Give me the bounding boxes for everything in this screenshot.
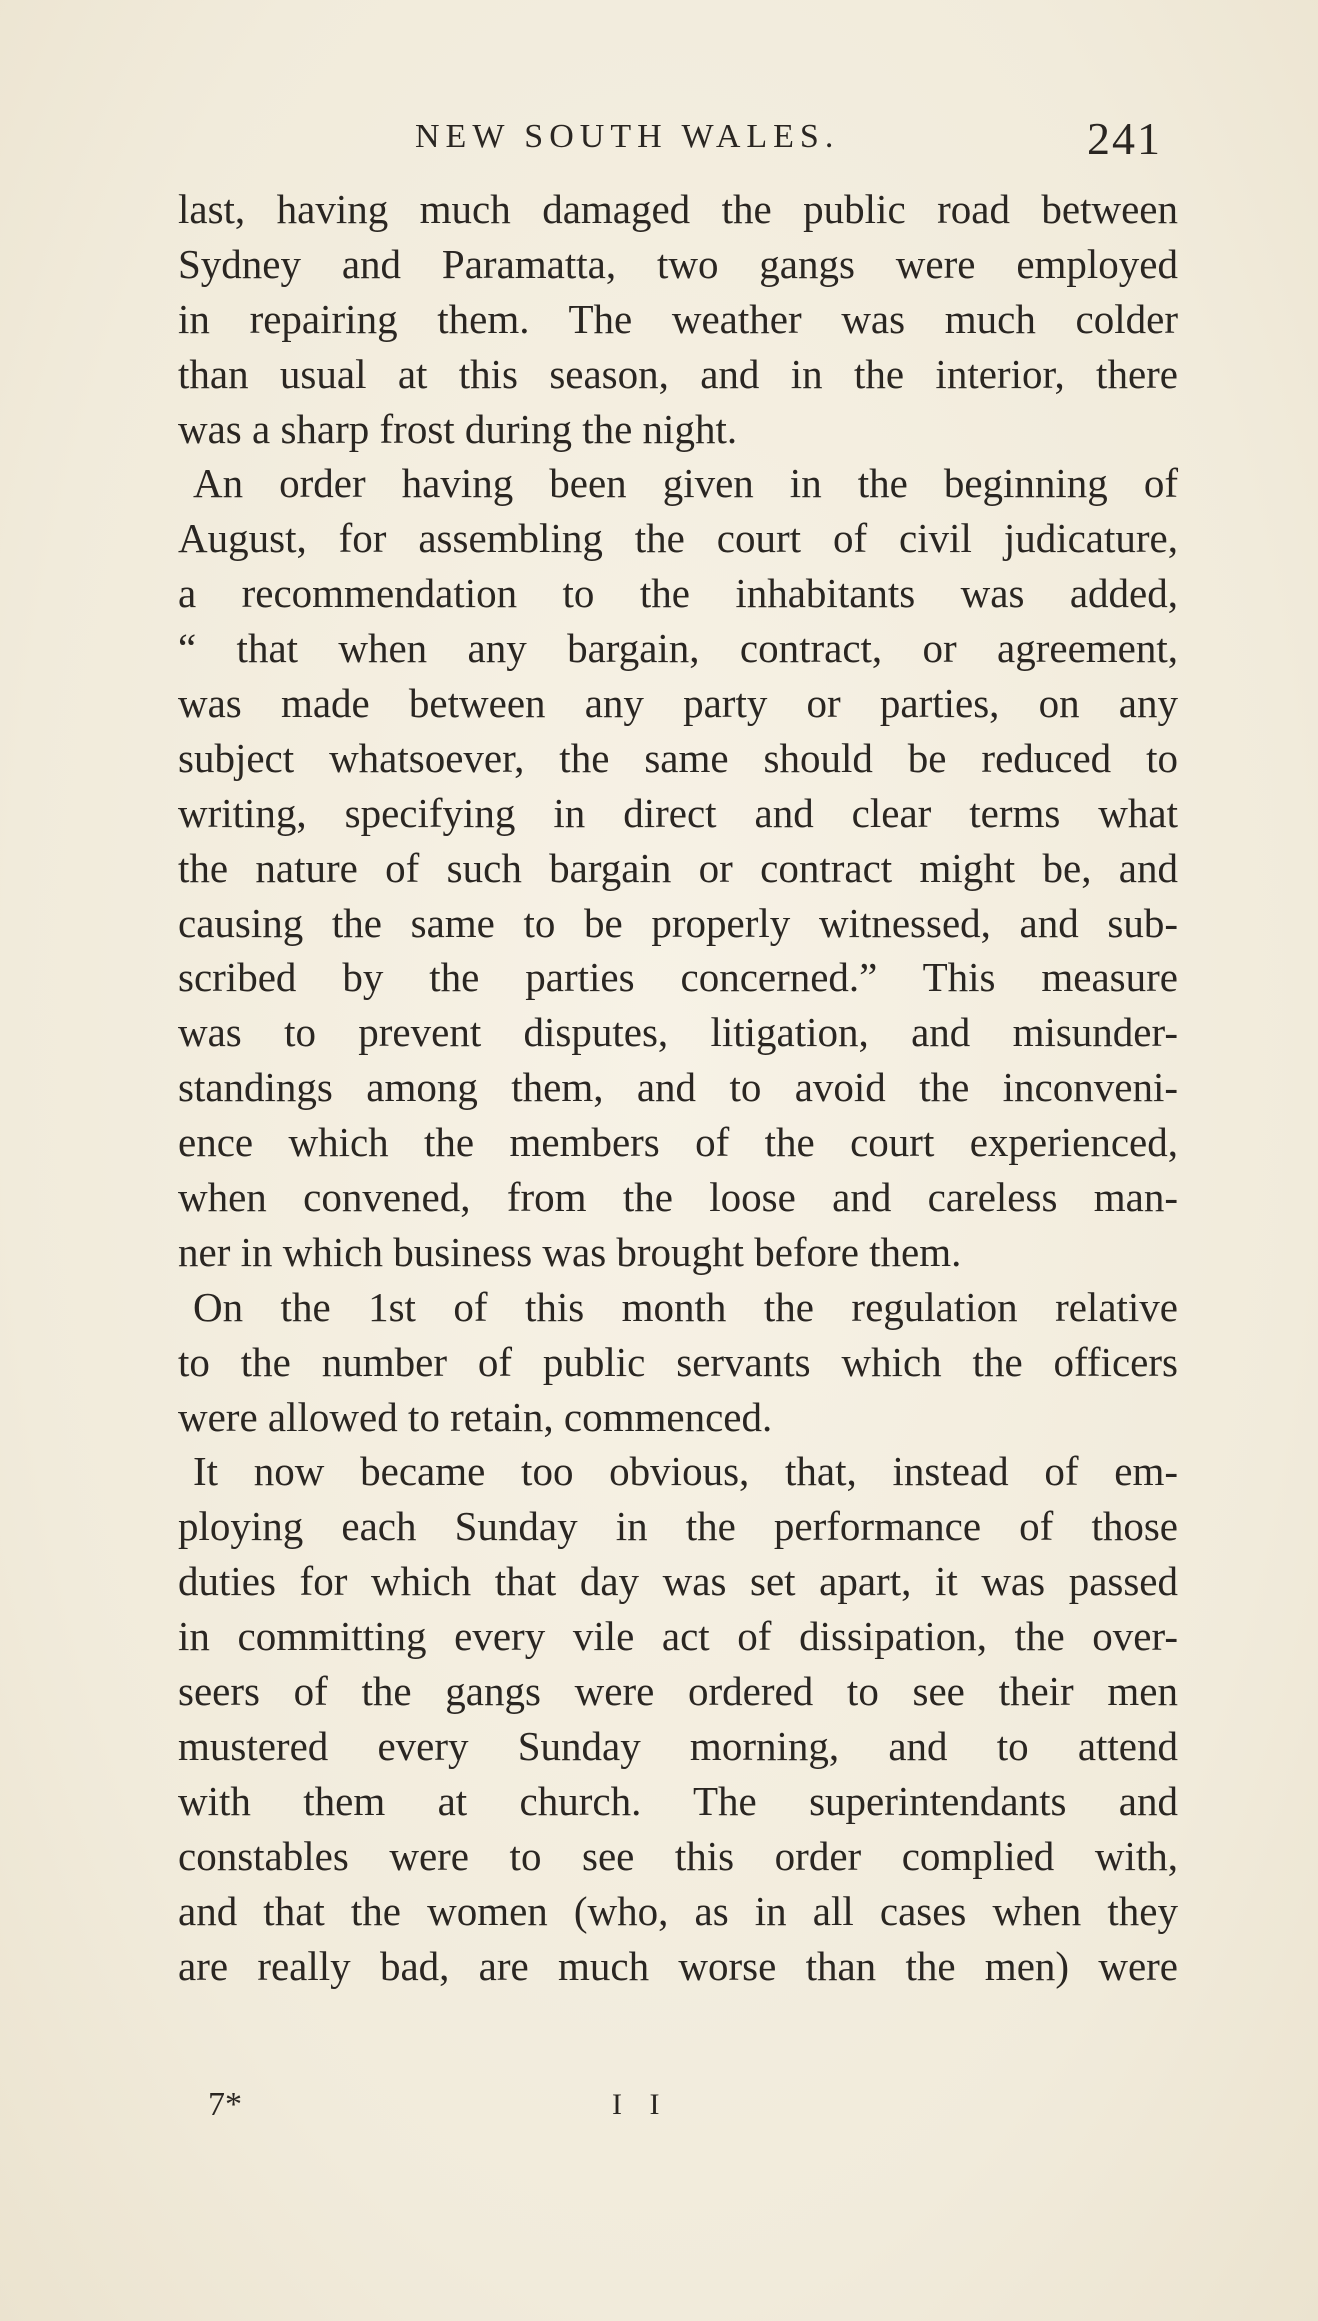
text-line: seers of the gangs were ordered to see their men <box>178 1668 1178 1715</box>
text-line: are really bad, are much worse than the men) were <box>178 1942 1178 1989</box>
text-line: in committing every vile act of dissipation, the over- <box>178 1613 1178 1660</box>
signature-mark: 7* <box>208 2086 242 2123</box>
text-line: duties for which that day was set apart, it was passed <box>178 1558 1178 1605</box>
text-line: ploying each Sunday in the performance of those <box>178 1503 1178 1550</box>
text-line: mustered every Sunday morning, and to attend <box>178 1722 1178 1769</box>
page-number: 241 <box>1087 113 1162 164</box>
text-line: to the number of public servants which the officers <box>178 1338 1178 1385</box>
sheet-mark: I I <box>612 2088 670 2121</box>
text-line: ence which the members of the court experienced, <box>178 1119 1178 1166</box>
text-line: a recommendation to the inhabitants was added, <box>178 570 1178 617</box>
text-line: and that the women (who, as in all cases when they <box>178 1887 1178 1934</box>
paragraph-start-line: It now became too obvious, that, instead of em- <box>193 1448 1178 1495</box>
text-line: causing the same to be properly witnessed, and sub- <box>178 899 1178 946</box>
text-line: Sydney and Paramatta, two gangs were employed <box>178 240 1178 287</box>
paragraph-start-line: An order having been given in the beginning of <box>193 460 1178 507</box>
text-line: was to prevent disputes, litigation, and misunder- <box>178 1009 1178 1056</box>
text-line: was made between any party or parties, on any <box>178 680 1178 727</box>
body-text <box>178 182 1178 1993</box>
text-line: the nature of such bargain or contract might be, and <box>178 844 1178 891</box>
text-line: “ that when any bargain, contract, or agreement, <box>178 625 1178 672</box>
text-line: than usual at this season, and in the interior, there <box>178 350 1178 397</box>
text-line: with them at church. The superintendants and <box>178 1777 1178 1824</box>
text-line: were allowed to retain, commenced. <box>178 1393 773 1440</box>
text-line: standings among them, and to avoid the inconveni- <box>178 1064 1178 1111</box>
text-line: was a sharp frost during the night. <box>178 405 738 452</box>
text-line: ner in which business was brought before them. <box>178 1228 962 1275</box>
text-line: when convened, from the loose and careless man- <box>178 1174 1178 1221</box>
paragraph-start-line: On the 1st of this month the regulation relative <box>193 1283 1178 1330</box>
page-header <box>180 112 1170 172</box>
running-head: NEW SOUTH WALES. <box>415 118 840 155</box>
text-line: last, having much damaged the public road between <box>178 186 1178 232</box>
text-line: subject whatsoever, the same should be reduced to <box>178 734 1178 781</box>
text-line: scribed by the parties concerned.” This measure <box>178 954 1178 1001</box>
page-footer <box>200 2086 700 2136</box>
text-line: writing, specifying in direct and clear terms what <box>178 789 1178 836</box>
text-line: constables were to see this order complied with, <box>178 1832 1178 1879</box>
text-line: in repairing them. The weather was much colder <box>178 295 1178 342</box>
text-line: August, for assembling the court of civil judicature, <box>178 515 1178 562</box>
